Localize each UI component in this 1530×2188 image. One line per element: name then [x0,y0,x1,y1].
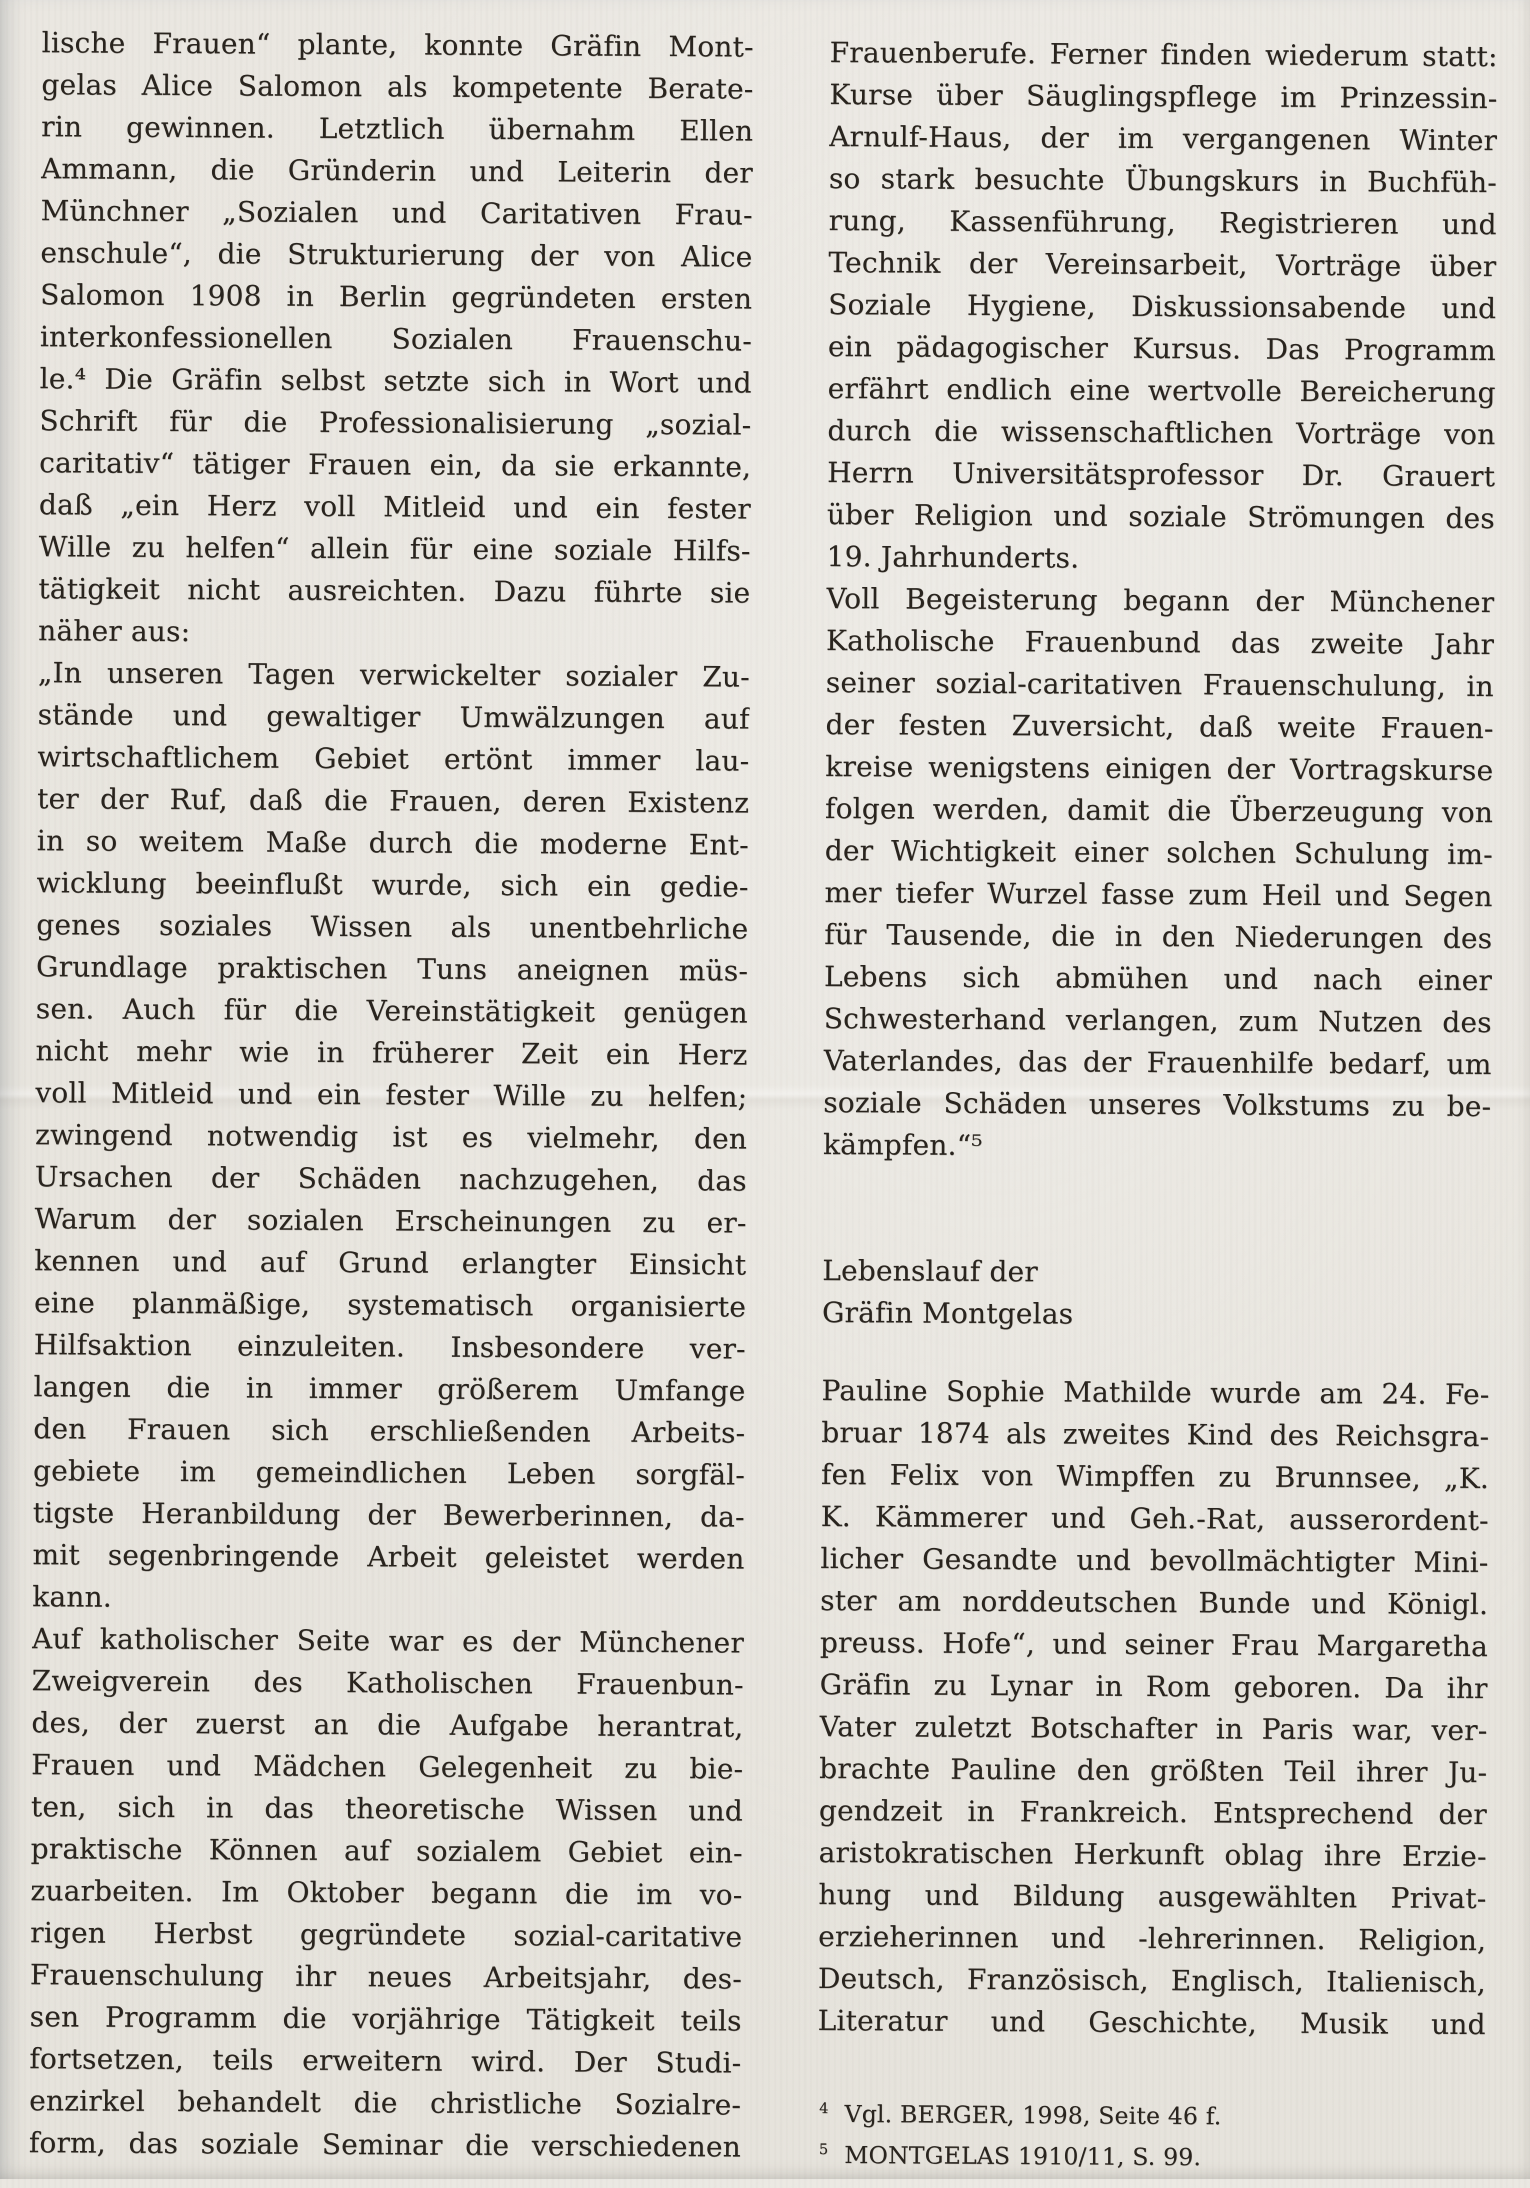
text-line: enschule“, die Strukturierung der von Alice [40,236,753,274]
heading-line: Gräfin Montgelas [821,1295,1074,1331]
text-line: Gräfin zu Lynar in Rom geboren. Da ihr [819,1667,1488,1706]
text-line: Katholische Frauenbund das zweite Jahr [826,623,1495,662]
text-line: Literatur und Geschichte, Musik und [817,2003,1486,2042]
text-line: Soziale Hygiene, Diskussionsabende und [828,287,1497,326]
text-line: fortsetzen, teils erweitern wird. Der Studi- [29,2042,742,2080]
footnote: $^4$ Vgl. BERGER, 1998, Seite 46 f. [819,2099,1222,2131]
text-line: daß „ein Herz voll Mitleid und ein fester [38,488,752,526]
text-line: preuss. Hofe“, und seiner Frau Margaretha [819,1625,1489,1664]
text-line: folgen werden, damit die Überzeugung von [824,791,1494,830]
text-line: den Frauen sich erschließenden Arbeits- [33,1412,746,1450]
text-line: voll Mitleid und ein fester Wille zu helfen; [35,1076,748,1114]
paragraph [29,1618,744,2168]
text-line: Deutsch, Französisch, Englisch, Italienisch, [817,1961,1487,2000]
text-line: gelas Alice Salomon als kompetente Berate- [41,68,754,106]
text-line: Ursachen der Schäden nachzugehen, das [34,1160,747,1198]
text-line: Lebens sich abmühen und nach einer [823,959,1493,998]
text-line: erzieherinnen und -lehrerinnen. Religion, [818,1919,1487,1958]
text-line: lische Frauen“ plante, konnte Gräfin Mont- [41,26,754,64]
paragraph [818,1370,1490,2046]
text-line: der festen Zuversicht, daß weite Frauen- [825,707,1494,746]
text-line: Wille zu helfen“ allein für eine soziale Hilfs- [38,530,751,568]
text-line: der Wichtigkeit einer solchen Schulung im- [824,833,1493,872]
text-line: wicklung beeinflußt wurde, sich ein gedie- [36,866,749,904]
text-line: sen Programm die vorjährige Tätigkeit teils [29,2000,742,2038]
text-line: tätigkeit nicht ausreichten. Dazu führte sie [38,572,751,610]
text-line: seiner sozial-caritativen Frauenschulung, in [825,665,1494,704]
text-line: mit segenbringende Arbeit geleistet werden [32,1538,745,1576]
text-line: „In unseren Tagen verwickelter sozialer Zu- [37,656,750,694]
text-line: Schrift für die Professionalisierung „sozial- [39,404,752,442]
paragraph [32,652,750,1622]
text-line: 19. Jahrhunderts. [826,539,1080,575]
text-line: hung und Bildung ausgewählten Privat- [818,1877,1487,1916]
paragraph [823,578,1495,1170]
heading-line: Lebenslauf der [822,1253,1039,1289]
text-line: eine planmäßige, systematisch organisierte [33,1286,747,1324]
text-line: zuarbeiten. Im Oktober begann die im vo- [30,1874,743,1912]
text-line: Schwesterhand verlangen, zum Nutzen des [823,1001,1492,1040]
text-line: fen Felix von Wimpffen zu Brunnsee, „K. [820,1457,1490,1496]
text-line: nicht mehr wie in früherer Zeit ein Herz [35,1034,748,1072]
text-line: soziale Schäden unseres Volkstums zu be- [823,1085,1492,1124]
text-line: Münchner „Sozialen und Caritativen Frau- [40,194,753,232]
text-line: mer tiefer Wurzel fasse zum Heil und Segen [824,875,1493,914]
text-line: Vater zuletzt Botschafter in Paris war, ver- [819,1709,1488,1748]
text-line: rung, Kassenführung, Registrieren und [828,203,1497,242]
text-line: für Tausende, die in den Niederungen des [824,917,1493,956]
footnotes [817,2088,1485,2174]
text-line: über Religion und soziale Strömungen des [826,497,1495,536]
text-line: näher aus: [38,614,191,649]
text-line: le.⁴ Die Gräfin selbst setzte sich in Wort und [39,362,752,400]
text-line: Technik der Vereinsarbeit, Vorträge über [828,245,1497,284]
text-line: Herrn Universitätsprofessor Dr. Grauert [827,455,1496,494]
paragraph [826,32,1497,582]
text-line: ster am norddeutschen Bunde und Königl. [820,1583,1489,1622]
text-line: gendzeit in Frankreich. Entsprechend der [818,1793,1488,1832]
text-line: ten, sich in das theoretische Wissen und [30,1790,744,1828]
text-line: Grundlage praktischen Tuns aneignen müs- [35,950,749,988]
text-line: Frauenberufe. Ferner finden wiederum statt: [829,35,1498,74]
text-line: Ammann, die Gründerin und Leiterin der [40,152,754,190]
text-line: enzirkel behandelt die christliche Sozialre- [29,2084,742,2122]
text-line: Voll Begeisterung begann der Münchener [826,581,1495,620]
text-line: sen. Auch für die Vereinstätigkeit genügen [35,992,748,1030]
text-line: langen die in immer größerem Umfange [33,1370,746,1408]
text-line: gebiete im gemeindlichen Leben sorgfäl- [32,1454,746,1492]
text-line: tigste Heranbildung der Bewerberinnen, da- [32,1496,745,1534]
text-line: brachte Pauline den größten Teil ihrer Ju- [819,1751,1488,1790]
right-column [817,32,1498,2174]
text-line: Frauenschulung ihr neues Arbeitsjahr, des- [29,1958,743,1996]
text-line: praktische Können auf sozialem Gebiet ein- [30,1832,743,1870]
text-line: form, das soziale Seminar die verschiedenen [28,2126,741,2164]
text-line: so stark besuchte Übungskurs in Buchfüh- [828,161,1498,200]
text-line: stände und gewaltiger Umwälzungen auf [37,698,750,736]
text-line: kreise wenigstens einigen der Vortragskurse [825,749,1494,788]
section-heading [822,1250,1491,1338]
text-line: Hilfsaktion einzuleiten. Insbesondere ver- [33,1328,746,1366]
footnote: $^5$ MONTGELAS 1910/11, S. 99. [818,2140,1202,2172]
text-line: kann. [32,1580,112,1614]
text-line: Vaterlandes, das der Frauenhilfe bedarf, um [823,1043,1492,1082]
text-line: Kurse über Säuglingspflege im Prinzessin- [829,77,1498,116]
text-line: rigen Herbst gegründete sozial-caritative [30,1916,743,1954]
text-line: ter der Ruf, daß die Frauen, deren Existenz [37,782,750,820]
text-line: wirtschaftlichem Gebiet ertönt immer lau- [37,740,750,778]
text-line: ein pädagogischer Kursus. Das Programm [827,329,1496,368]
text-line: Zweigverein des Katholischen Frauenbun- [31,1664,744,1702]
footnote-marker: 5 [818,2140,829,2159]
text-line: in so weitem Maße durch die moderne Ent- [36,824,749,862]
text-line: Warum der sozialen Erscheinungen zu er- [34,1202,747,1240]
paragraph [38,22,754,656]
text-line: Auf katholischer Seite war es der Münchener [31,1622,745,1660]
text-line: erfährt endlich eine wertvolle Bereicherung [827,371,1496,410]
text-line: des, der zuerst an die Aufgabe herantrat, [31,1706,744,1744]
text-line: interkonfessionellen Sozialen Frauenschu- [39,320,753,358]
text-line: Arnulf-Haus, der im vergangenen Winter [829,119,1498,158]
text-line: bruar 1874 als zweites Kind des Reichsgra- [821,1415,1490,1454]
text-line: Salomon 1908 in Berlin gegründeten ersten [40,278,753,316]
text-line: durch die wissenschaftlichen Vorträge von [827,413,1496,452]
text-line: rin gewinnen. Letztlich übernahm Ellen [41,110,754,148]
text-line: aristokratischen Herkunft oblag ihre Erzie- [818,1835,1487,1874]
text-line: kämpfen.“⁵ [822,1127,983,1162]
text-line: Pauline Sophie Mathilde wurde am 24. Fe- [821,1373,1490,1412]
text-line: zwingend notwendig ist es vielmehr, den [34,1118,748,1156]
footnote-marker: 4 [819,2099,829,2118]
text-line: genes soziales Wissen als unentbehrliche [36,908,749,946]
left-column [29,22,754,2168]
text-line: kennen und auf Grund erlangter Einsicht [34,1244,747,1282]
text-line: licher Gesandte und bevollmächtigter Mini- [820,1541,1489,1580]
text-line: caritativ“ tätiger Frauen ein, da sie erkannte, [39,446,752,484]
text-line: Frauen und Mädchen Gelegenheit zu bie- [31,1748,744,1786]
text-line: K. Kämmerer und Geh.-Rat, ausserordent- [820,1499,1489,1538]
